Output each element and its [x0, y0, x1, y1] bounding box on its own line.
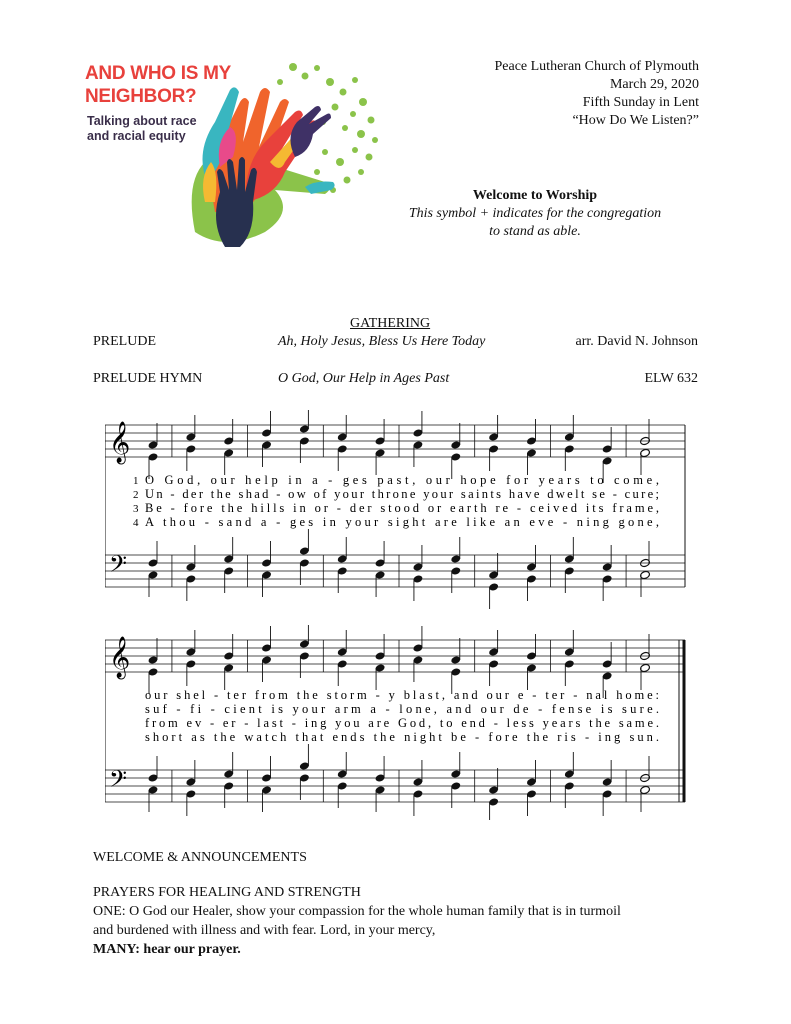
- hymn-system-2: [105, 625, 695, 820]
- campaign-logo: [85, 62, 385, 252]
- hands-icon: [185, 62, 385, 252]
- section-title-gathering: GATHERING: [350, 316, 431, 331]
- welcome-block: [380, 187, 690, 241]
- prelude-hymn-title: O God, Our Help in Ages Past: [278, 371, 450, 386]
- verse-number: 2: [133, 489, 139, 501]
- svg-text:𝄢: 𝄢: [109, 765, 128, 798]
- prayer-one-line-1: ONE: O God our Healer, show your compassion for the whole human family that is in turmoil: [93, 904, 621, 919]
- lyric-line: A thou - sand a - ges in your sight are like an eve - ning gone,: [145, 515, 660, 529]
- announcements-heading: WELCOME & ANNOUNCEMENTS: [93, 850, 307, 865]
- prelude-hymn-label: PRELUDE HYMN: [93, 371, 203, 386]
- welcome-line-1: This symbol + indicates for the congregation: [408, 206, 662, 221]
- verse-number: 3: [133, 503, 139, 515]
- prelude-hymn-row: [93, 371, 698, 389]
- prayers-block: [93, 883, 713, 959]
- prelude-credit: arr. David N. Johnson: [575, 334, 698, 349]
- logo-title: AND WHO IS MY NEIGHBOR?: [85, 63, 231, 107]
- lyric-line: from ev - er - last - ing you are God, to end - less years the same.: [145, 716, 659, 730]
- lyric-line: our shel - ter from the storm - y blast, and our e - ter - nal home:: [145, 688, 659, 702]
- service-date: March 29, 2020: [609, 77, 699, 92]
- welcome-heading: Welcome to Worship: [472, 188, 598, 203]
- prelude-row: [93, 334, 698, 352]
- prelude-hymn-number: ELW 632: [644, 371, 698, 386]
- prelude-title: Ah, Holy Jesus, Bless Us Here Today: [278, 334, 486, 349]
- prayer-many-response: MANY: hear our prayer.: [93, 942, 241, 957]
- logo-subtitle: Talking about race and racial equity: [87, 114, 197, 143]
- prelude-label: PRELUDE: [93, 334, 156, 349]
- church-header: [494, 58, 699, 130]
- verse-number: 1: [133, 475, 139, 487]
- prayers-heading: PRAYERS FOR HEALING AND STRENGTH: [93, 885, 361, 900]
- svg-text:𝄞: 𝄞: [109, 637, 131, 678]
- hymn-system-1: [105, 410, 695, 610]
- prayer-one-line-2: and burdened with illness and with fear. Lord, in your mercy,: [93, 923, 436, 938]
- verse-number: 4: [133, 517, 139, 529]
- svg-text:𝄢: 𝄢: [109, 550, 128, 583]
- lyric-line: O God, our help in a - ges past, our hope for years to come,: [145, 473, 659, 487]
- lyric-line: Be - fore the hills in or - der stood or earth re - ceived its frame,: [145, 501, 659, 515]
- lyric-line: suf - fi - cient is your arm a - lone, and our de - fense is sure.: [145, 702, 659, 716]
- svg-text:𝄞: 𝄞: [109, 422, 131, 463]
- service-theme: “How Do We Listen?”: [572, 113, 699, 128]
- church-name: Peace Lutheran Church of Plymouth: [494, 59, 699, 74]
- liturgical-day: Fifth Sunday in Lent: [582, 95, 699, 110]
- lyric-line: short as the watch that ends the night be - fore the ris - ing sun.: [145, 730, 660, 744]
- lyric-line: Un - der the shad - ow of your throne your saints have dwelt se - cure;: [145, 487, 660, 501]
- welcome-line-2: to stand as able.: [489, 224, 581, 239]
